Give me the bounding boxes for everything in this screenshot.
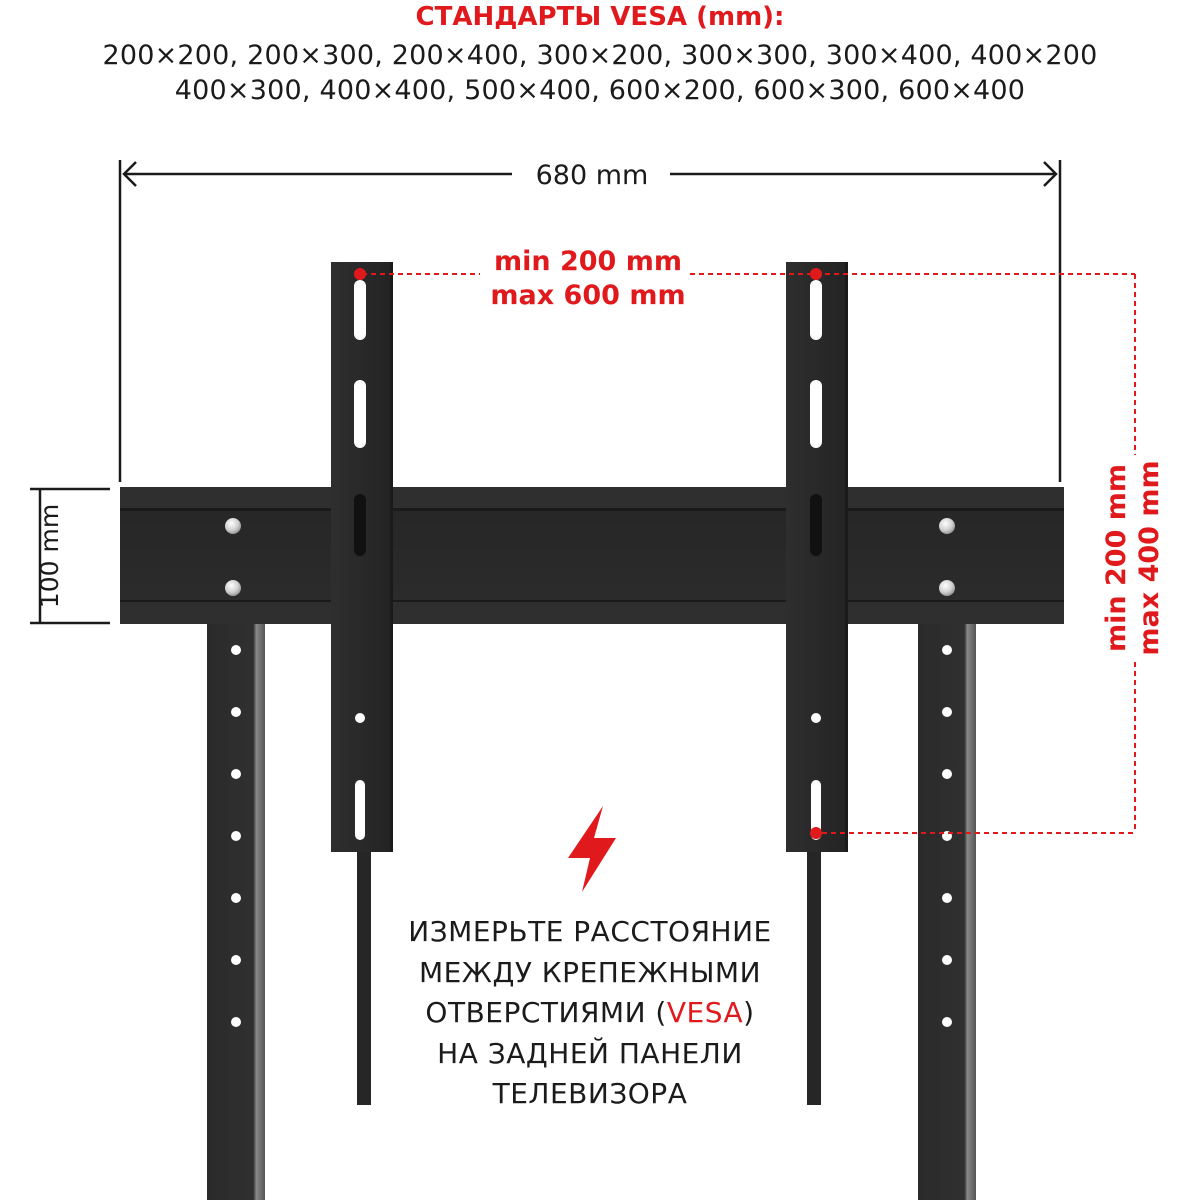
notice-line-5: ТЕЛЕВИЗОРА	[492, 1077, 688, 1110]
vertical-min-label: min 200 mm	[1101, 463, 1132, 653]
horizontal-rail	[120, 487, 1064, 624]
screw	[225, 518, 241, 534]
notice-line-4: НА ЗАДНЕЙ ПАНЕЛИ	[437, 1036, 743, 1070]
vesa-point-bottom-right	[810, 827, 822, 839]
width-dimension	[120, 160, 1060, 482]
screw	[225, 580, 241, 596]
support-post-left	[207, 624, 265, 1200]
vesa-standards-title: СТАНДАРТЫ VESA (mm):	[415, 2, 785, 32]
screw	[939, 580, 955, 596]
notice-vesa-highlight: VESA	[666, 996, 744, 1029]
lightning-bolt-icon	[568, 806, 616, 892]
vertical-max-label: max 400 mm	[1134, 460, 1165, 656]
vesa-point-top-left	[354, 268, 366, 280]
screw	[939, 518, 955, 534]
support-post-right	[918, 624, 976, 1200]
vesa-notice	[330, 912, 850, 1115]
vesa-point-top-right	[810, 268, 822, 280]
notice-line-1: ИЗМЕРЬТЕ РАССТОЯНИЕ	[408, 915, 772, 948]
horizontal-min-label: min 200 mm	[493, 246, 683, 277]
notice-line-3-end: )	[743, 996, 755, 1029]
notice-line-3-start: ОТВЕРСТИЯМИ (	[425, 996, 667, 1029]
rail-height-label: 100 mm	[35, 503, 64, 609]
horizontal-max-label: max 600 mm	[490, 280, 686, 311]
vesa-standards-line-2: 400×300, 400×400, 500×400, 600×200, 600×300, 600×400	[174, 75, 1026, 106]
notice-line-2: МЕЖДУ КРЕПЕЖНЫМИ	[418, 955, 762, 989]
width-dimension-label: 680 mm	[535, 160, 649, 191]
notice-line-3	[330, 993, 850, 1034]
vesa-standards-line-1: 200×200, 200×300, 200×400, 300×200, 300×300, 300×400, 400×200	[102, 40, 1098, 71]
